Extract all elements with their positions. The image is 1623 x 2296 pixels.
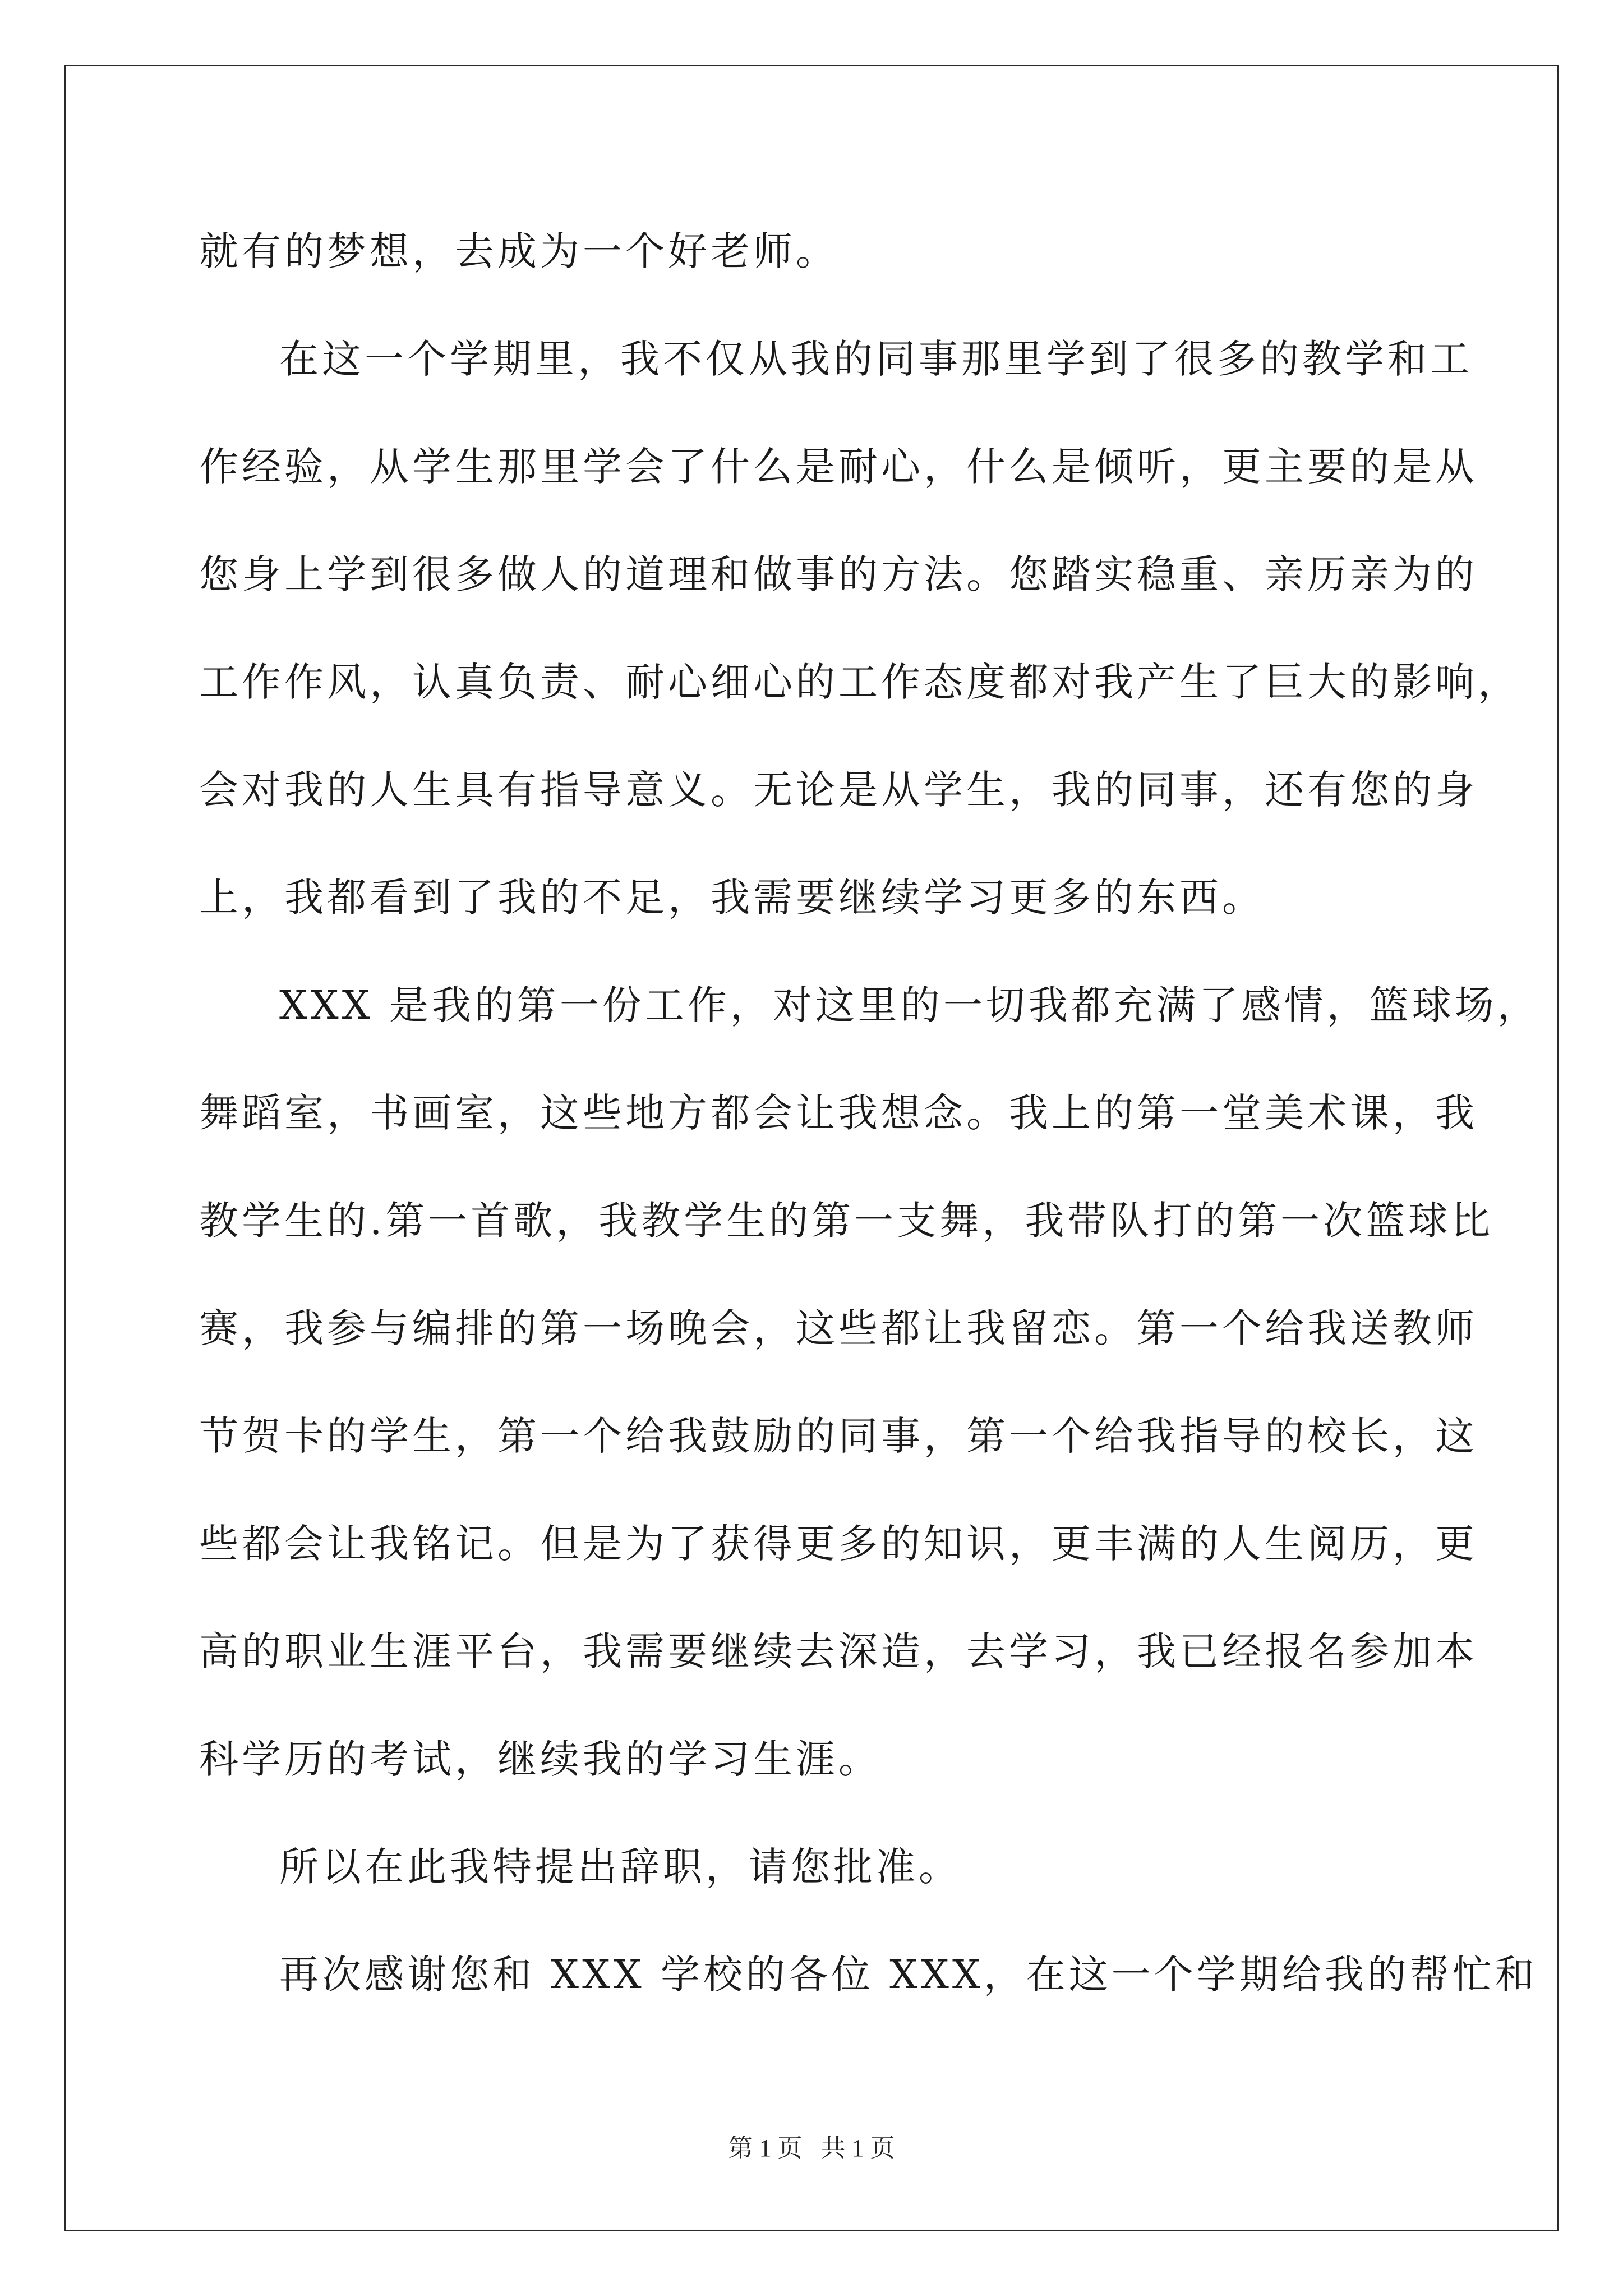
paragraph-line: 些都会让我铭记。但是为了获得更多的知识，更丰满的人生阅历，更 [199,1521,1478,1567]
paragraph-line: 您身上学到很多做人的道理和做事的方法。您踏实稳重、亲历亲为的 [199,551,1478,597]
page-number-footer: 第 1 页 共 1 页 [728,2134,895,2162]
paragraph-line: 就有的梦想，去成为一个好老师。 [199,228,838,274]
paragraph-line: 在这一个学期里，我不仅从我的同事那里学到了很多的教学和工 [279,336,1473,382]
paragraph-line: 作经验，从学生那里学会了什么是耐心，什么是倾听，更主要的是从 [199,444,1478,490]
paragraph-line: 会对我的人生具有指导意义。无论是从学生，我的同事，还有您的身 [199,767,1478,813]
paragraph-line: 高的职业生涯平台，我需要继续去深造，去学习，我已经报名参加本 [199,1628,1478,1674]
paragraph-line: 节贺卡的学生，第一个给我鼓励的同事，第一个给我指导的校长，这 [199,1413,1478,1459]
paragraph-line: 再次感谢您和 XXX 学校的各位 XXX，在这一个学期给我的帮忙和 [279,1952,1538,1998]
paragraph-line: XXX 是我的第一份工作，对这里的一切我都充满了感情，篮球场， [279,982,1540,1028]
page-border [64,65,1559,2231]
paragraph-line: 教学生的.第一首歌，我教学生的第一支舞，我带队打的第一次篮球比 [199,1198,1494,1244]
paragraph-line: 舞蹈室，书画室，这些地方都会让我想念。我上的第一堂美术课，我 [199,1090,1478,1136]
paragraph-line: 赛，我参与编排的第一场晚会，这些都让我留恋。第一个给我送教师 [199,1305,1478,1351]
paragraph-line: 工作作风，认真负责、耐心细心的工作态度都对我产生了巨大的影响， [199,659,1520,705]
paragraph-line: 所以在此我特提出辞职，请您批准。 [279,1844,961,1890]
paragraph-line: 上，我都看到了我的不足，我需要继续学习更多的东西。 [199,875,1265,921]
paragraph-line: 科学历的考试，继续我的学习生涯。 [199,1736,881,1782]
